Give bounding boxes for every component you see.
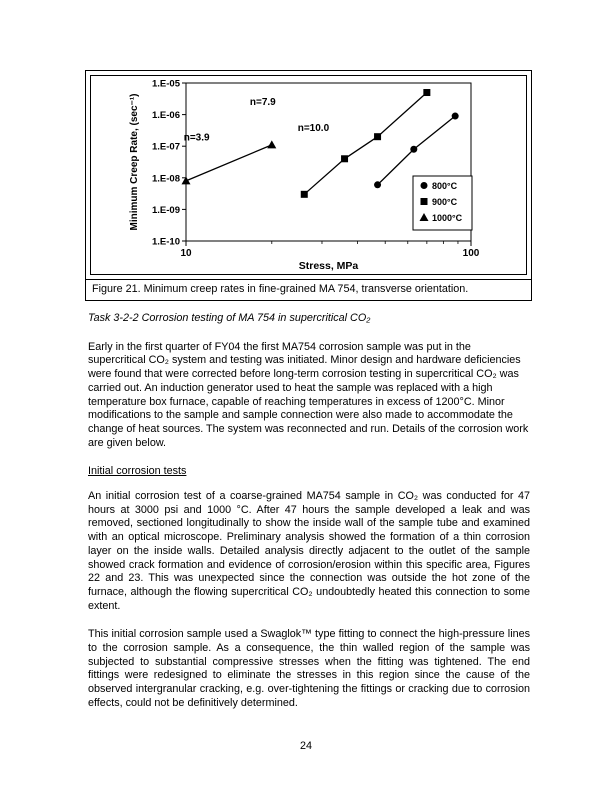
y-tick-label: 1.E-05: [152, 78, 180, 90]
figure-21-frame: [85, 70, 532, 301]
data-point-marker: [410, 146, 417, 153]
legend-marker: [421, 182, 428, 189]
y-tick-label: 1.E-06: [152, 110, 180, 122]
data-point-marker: [423, 89, 430, 96]
body-text-column: [88, 312, 530, 726]
data-point-marker: [341, 155, 348, 162]
paragraph-3: This initial corrosion sample used a Swaglok™ type fitting to connect the high-pressure lines to the corrosion sample. As a consequence, the thin walled region of the sample was subjected to substantial compressive stresses when the fitting was tightened. The end fittings were redesigned to eliminate the stresses in this region since the cause of the observed intergranular cracking, e.g. over-tightening the fittings or cracking due to corrosion effects, could not be definitively determined.: [88, 628, 530, 709]
y-tick-label: 1.E-07: [152, 141, 180, 153]
y-tick-label: 1.E-09: [152, 204, 180, 216]
slope-annotation: n=10.0: [297, 123, 330, 135]
x-tick-label: 10: [180, 248, 192, 259]
chart-box: [90, 75, 527, 275]
figure-caption: Figure 21. Minimum creep rates in fine-grained MA 754, transverse orientation.: [86, 279, 531, 300]
legend-label: 800°C: [432, 181, 458, 191]
x-axis-title: Stress, MPa: [298, 260, 359, 272]
legend-label: 900°C: [432, 197, 458, 207]
data-point-marker: [374, 181, 381, 188]
y-axis-title: Minimum Creep Rate, (sec⁻¹): [129, 93, 140, 231]
creep-rate-chart: [91, 76, 528, 274]
legend-marker: [421, 198, 428, 205]
data-point-marker: [452, 113, 459, 120]
section-heading: Initial corrosion tests: [88, 465, 187, 478]
x-tick-label: 100: [462, 248, 480, 259]
paragraph-1: Early in the first quarter of FY04 the first MA754 corrosion sample was put in the supercritical CO₂ system and testing was initiated. Minor design and hardware deficiencies were found that were corrected before long-term corrosion testing in supercritical CO₂ was carried out. An induction generator used to heat the sample was replaced with a high temperature box furnace, capable of reaching temperatures in excess of 1200°C. Minor modifications to the sample and sample connection were also made to accommodate the change of heat sources. The system was reconnected and run. Details of the corrosion work are given below.: [88, 340, 529, 449]
y-tick-label: 1.E-10: [152, 236, 180, 248]
slope-annotation: n=3.9: [183, 132, 210, 144]
paragraph-2: An initial corrosion test of a coarse-grained MA754 sample in CO₂ was conducted for 47 hours at 3000 psi and 1000 °C. After 47 hours the sample developed a leak and was removed, sectioned longitudinally to show the inside wall of the sample tube and examined with an optical microscope. Preliminary analysis showed the formation of a thin corrosion layer on the inside walls. Detailed analysis directly adjacent to the outlet of the sample showed crack formation and evidence of corrosion/erosion within this specific area, Figures 22 and 23. This was unexpected since the connection was outside the hot zone of the furnace, although the flowing supercritical CO₂ undoubtedly heated this connection to some extent.: [88, 490, 530, 612]
task-heading: Task 3-2-2 Corrosion testing of MA 754 in supercritical CO₂: [88, 312, 371, 324]
slope-annotation: n=7.9: [249, 97, 276, 109]
page-number: 24: [299, 740, 312, 752]
legend-label: 1000°C: [432, 213, 463, 223]
data-point-marker: [301, 191, 308, 198]
data-point-marker: [374, 133, 381, 140]
y-tick-label: 1.E-08: [152, 173, 180, 185]
